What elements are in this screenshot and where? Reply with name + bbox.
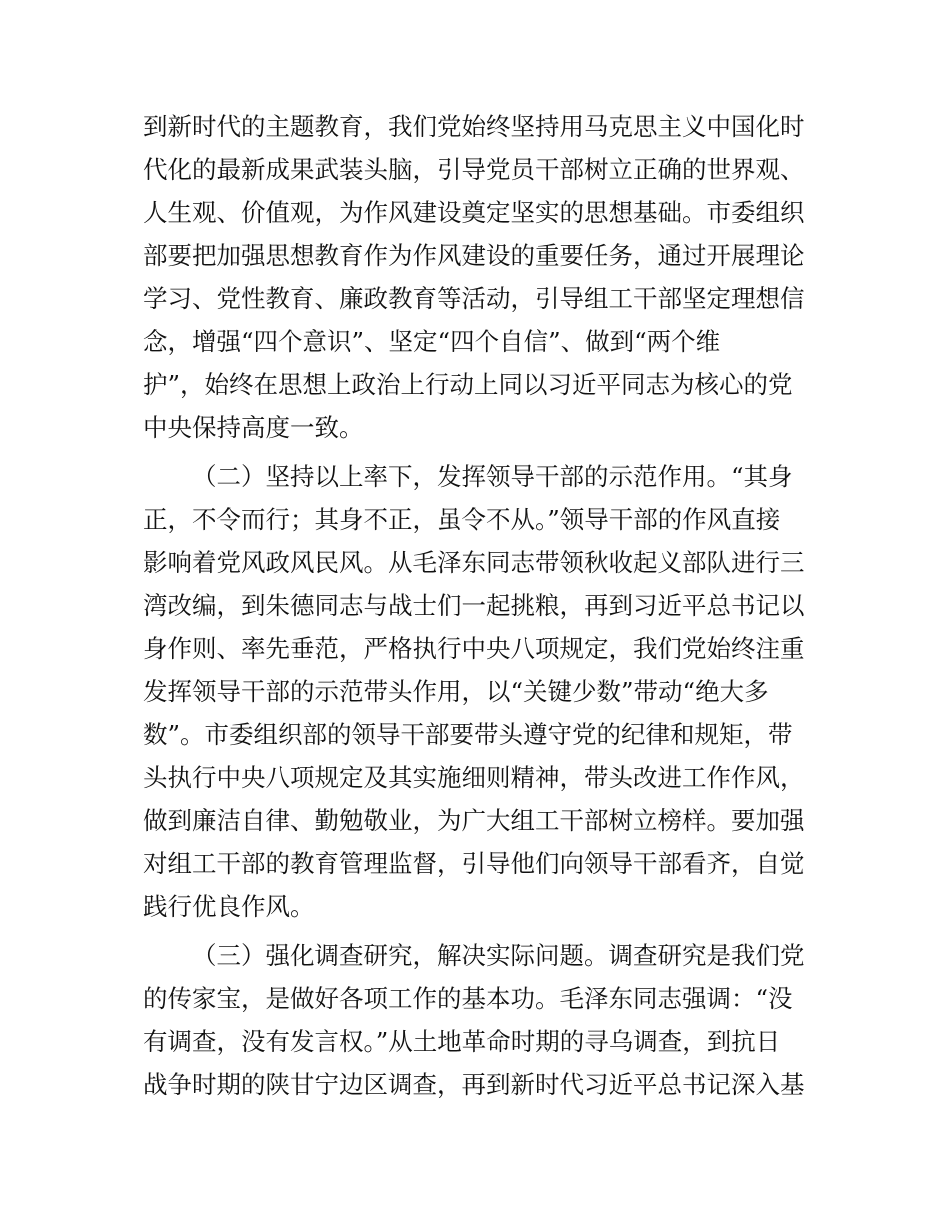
text-line: 影响着党风政风民风。从毛泽东同志带领秋收起义部队进行三 [143, 548, 805, 577]
text-line: 对组工干部的教育管理监督，引导他们向领导干部看齐，自觉 [143, 849, 805, 878]
text-line: 念，增强“四个意识”、坚定“四个自信”、做到“两个维 [143, 327, 721, 356]
text-line: 代化的最新成果武装头脑，引导党员干部树立正确的世界观、 [143, 155, 805, 184]
document-body [143, 105, 811, 1106]
text-line: 湾改编，到朱德同志与战士们一起挑粮，再到习近平总书记以 [143, 591, 805, 620]
paragraph-1 [143, 105, 811, 449]
text-line: 部要把加强思想教育作为作风建设的重要任务，通过开展理论 [143, 241, 805, 270]
text-line: 护”，始终在思想上政治上行动上同以习近平同志为核心的党 [143, 370, 793, 399]
text-line: 身作则、率先垂范，严格执行中央八项规定，我们党始终注重 [143, 634, 805, 663]
text-line: 有调查，没有发言权。”从土地革命时期的寻乌调查，到抗日 [143, 1027, 781, 1056]
text-line: 学习、党性教育、廉政教育等活动，引导组工干部坚定理想信 [143, 284, 805, 313]
text-line: 中央保持高度一致。 [143, 413, 364, 442]
text-line: 到新时代的主题教育，我们党始终坚持用马克思主义中国化时 [143, 112, 805, 141]
paragraph-2 [143, 455, 811, 928]
text-line: （三）强化调查研究，解决实际问题。调查研究是我们党 [192, 941, 805, 970]
text-line: 发挥领导干部的示范带头作用，以“关键少数”带动“绝大多 [143, 677, 769, 706]
text-line: 的传家宝，是做好各项工作的基本功。毛泽东同志强调：“没 [143, 984, 793, 1013]
text-line: 战争时期的陕甘宁边区调查，再到新时代习近平总书记深入基 [143, 1070, 805, 1099]
text-line: （二）坚持以上率下，发挥领导干部的示范作用。“其身 [192, 462, 793, 491]
text-line: 人生观、价值观，为作风建设奠定坚实的思想基础。市委组织 [143, 198, 805, 227]
text-line: 正，不令而行；其身不正，虽令不从。”领导干部的作风直接 [143, 505, 781, 534]
text-line: 做到廉洁自律、勤勉敬业，为广大组工干部树立榜样。要加强 [143, 806, 805, 835]
text-line: 头执行中央八项规定及其实施细则精神，带头改进工作作风， [143, 763, 805, 792]
paragraph-3 [143, 934, 811, 1106]
text-line: 践行优良作风。 [143, 892, 315, 921]
text-line: 数”。市委组织部的领导干部要带头遵守党的纪律和规矩，带 [143, 720, 793, 749]
